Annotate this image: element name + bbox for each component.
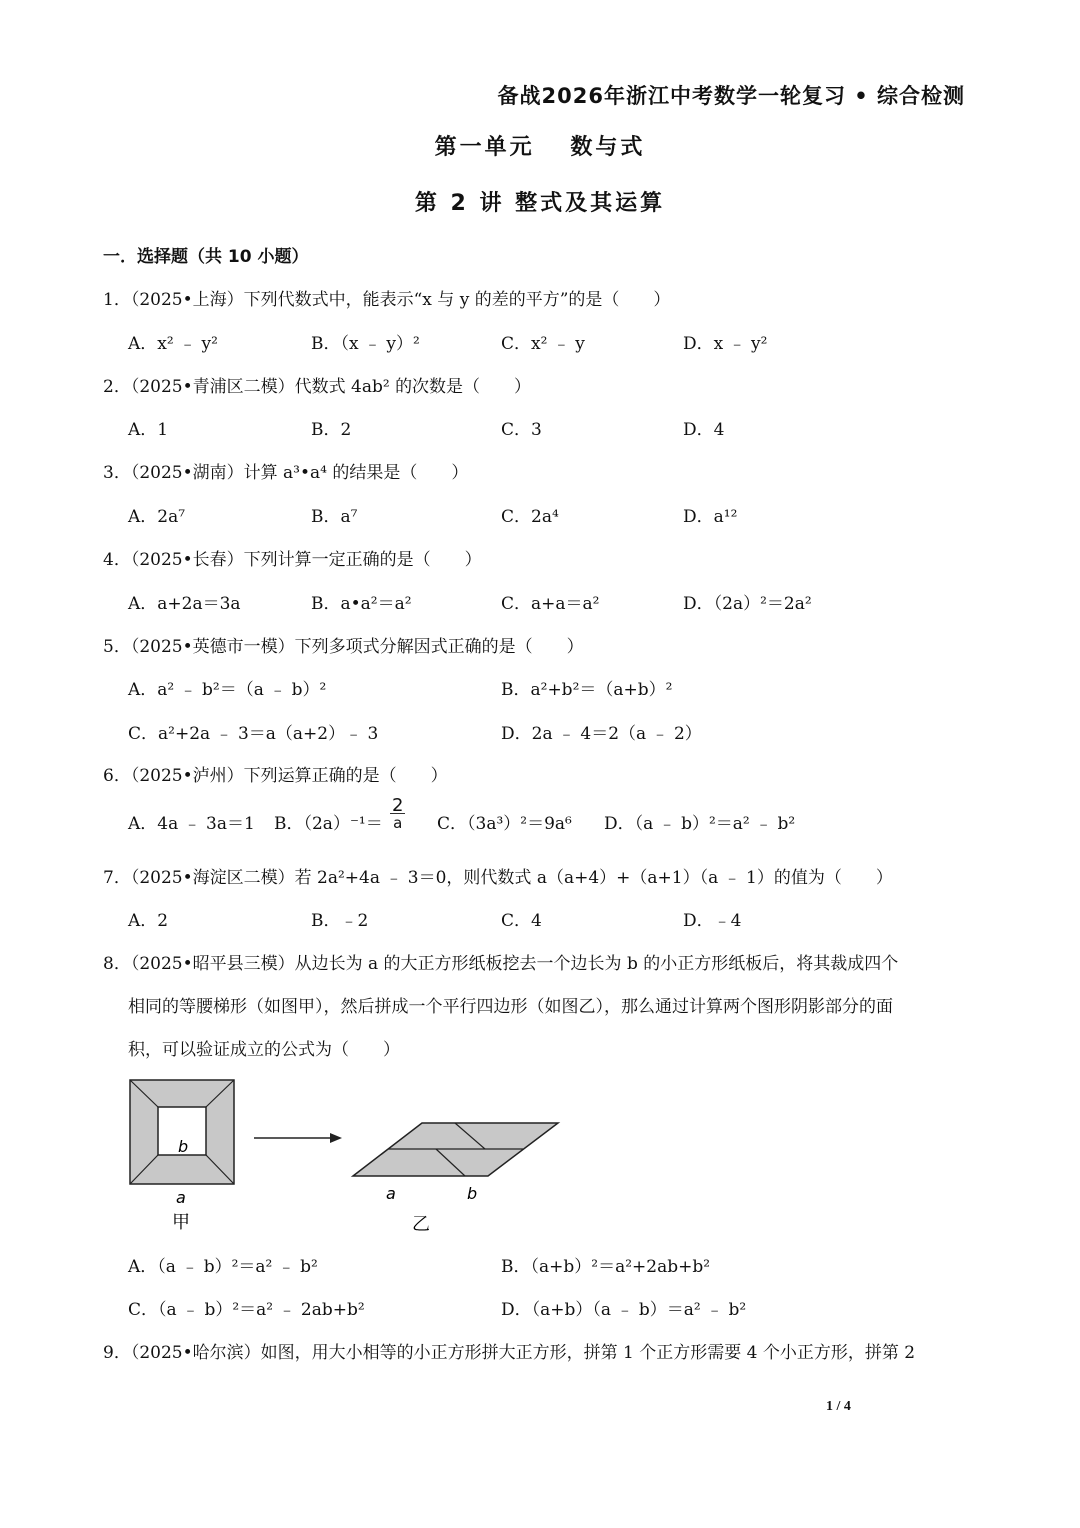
q3-option-b: B．a⁷: [311, 507, 358, 527]
label-b: b: [178, 1137, 189, 1156]
q1-option-d: D．x ﹣ y²: [683, 334, 768, 354]
question-8-figure: [120, 1070, 580, 1235]
question-4-stem: 4．（2025•长春）下列计算一定正确的是（ ）: [103, 550, 482, 570]
question-8-stem-line-2: 相同的等腰梯形（如图甲），然后拼成一个平行四边形（如图乙），那么通过计算两个图形阴影部分的面: [128, 997, 893, 1017]
caption-jia: 甲: [172, 1212, 190, 1233]
caption-yi: 乙: [412, 1214, 430, 1235]
question-2-stem: 2．（2025•青浦区二模）代数式 4ab² 的次数是（ ）: [103, 377, 532, 397]
q2-option-d: D．4: [683, 420, 725, 440]
q5-option-a: A．a² ﹣ b²＝（a ﹣ b）²: [128, 680, 327, 700]
q8-option-c: C．（a ﹣ b）²＝a² ﹣ 2ab+b²: [128, 1300, 365, 1320]
document-header: 备战2026年浙江中考数学一轮复习 • 综合检测: [497, 84, 965, 108]
fraction-denominator: a: [393, 814, 403, 832]
q3-option-d: D．a¹²: [683, 507, 738, 527]
question-9-stem: 9．（2025•哈尔滨）如图，用大小相等的小正方形拼大正方形，拼第 1 个正方形需要 4 个小正方形，拼第 2: [103, 1343, 916, 1363]
q7-option-d: D．﹣4: [683, 911, 742, 931]
q6-option-b: B．（2a）⁻¹＝: [274, 814, 383, 834]
q8-option-a: A．（a ﹣ b）²＝a² ﹣ b²: [128, 1257, 318, 1277]
label-a: a: [176, 1188, 186, 1207]
label-b-2: b: [467, 1184, 478, 1203]
q8-option-d: D．（a+b）（a ﹣ b）＝a² ﹣ b²: [501, 1300, 747, 1320]
q2-option-a: A．1: [128, 420, 169, 440]
q5-option-c: C．a²+2a ﹣ 3＝a（a+2）﹣ 3: [128, 724, 379, 744]
q2-option-b: B．2: [311, 420, 352, 440]
q5-option-b: B．a²+b²＝（a+b）²: [501, 680, 673, 700]
q2-option-c: C．3: [501, 420, 542, 440]
q3-option-a: A．2a⁷: [128, 507, 186, 527]
question-6-stem: 6．（2025•泸州）下列运算正确的是（ ）: [103, 766, 448, 786]
q4-option-a: A．a+2a＝3a: [128, 594, 241, 614]
label-a-2: a: [386, 1184, 396, 1203]
question-8-stem-line-1: 8．（2025•昭平县三模）从边长为 a 的大正方形纸板挖去一个边长为 b 的小正方形纸板后，将其裁成四个: [103, 954, 899, 974]
unit-title: 第一单元 数与式: [434, 135, 646, 160]
lesson-title: 第 2 讲 整式及其运算: [414, 191, 666, 216]
q4-option-d: D．（2a）²＝2a²: [683, 594, 812, 614]
q6-fraction: [390, 795, 405, 832]
q1-option-c: C．x² ﹣ y: [501, 334, 585, 354]
question-8-stem-line-3: 积，可以验证成立的公式为（ ）: [128, 1040, 400, 1060]
q4-option-b: B．a•a²＝a²: [311, 594, 412, 614]
arrow-head-icon: [330, 1133, 342, 1143]
q7-option-a: A．2: [128, 911, 169, 931]
q6-option-d: D．（a ﹣ b）²＝a² ﹣ b²: [604, 814, 796, 834]
q1-option-a: A．x² ﹣ y²: [128, 334, 218, 354]
question-7-stem: 7．（2025•海淀区二模）若 2a²+4a ﹣ 3＝0，则代数式 a（a+4）+（a+1）（a ﹣ 1）的值为（ ）: [103, 868, 893, 888]
question-1-stem: 1．（2025•上海）下列代数式中，能表示“x 与 y 的差的平方”的是（ ）: [103, 290, 671, 310]
question-5-stem: 5．（2025•英德市一模）下列多项式分解因式正确的是（ ）: [103, 637, 584, 657]
section-title: 一．选择题（共 10 小题）: [103, 247, 309, 267]
q7-option-b: B．﹣2: [311, 911, 369, 931]
q4-option-c: C．a+a＝a²: [501, 594, 600, 614]
q6-option-a: A．4a ﹣ 3a＝1: [128, 814, 255, 834]
question-3-stem: 3．（2025•湖南）计算 a³•a⁴ 的结果是（ ）: [103, 463, 469, 483]
q7-option-c: C．4: [501, 911, 542, 931]
q5-option-d: D．2a ﹣ 4＝2（a ﹣ 2）: [501, 724, 702, 744]
q8-option-b: B．（a+b）²＝a²+2ab+b²: [501, 1257, 711, 1277]
q1-option-b: B．（x ﹣ y）²: [311, 334, 420, 354]
q6-option-c: C．（3a³）²＝9a⁶: [437, 814, 572, 834]
fraction-numerator: 2: [392, 795, 404, 816]
page-number: 1 / 4: [826, 1399, 851, 1414]
q3-option-c: C．2a⁴: [501, 507, 559, 527]
